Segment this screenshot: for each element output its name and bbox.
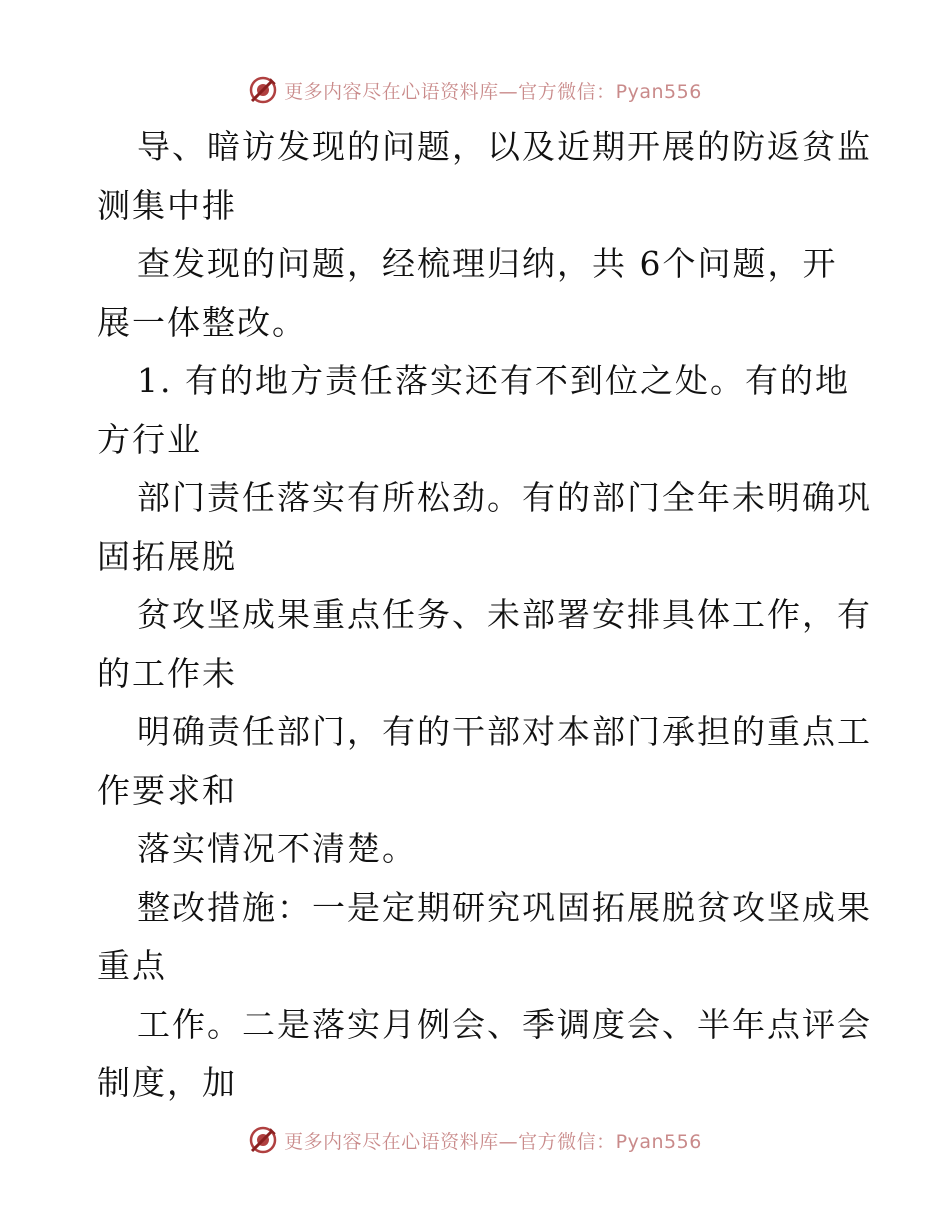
footer-watermark-text: 更多内容尽在心语资料库—官方微信：Pyan556 <box>284 1130 702 1153</box>
text-line: 制度，加 <box>97 1063 237 1102</box>
text-line: 明确责任部门，有的干部对本部门承担的重点工 <box>137 712 872 751</box>
text-line: 的工作未 <box>97 653 237 693</box>
document-body <box>97 118 887 1113</box>
text-line: 查发现的问题，经梳理归纳，共 6个问题，开 <box>137 244 838 283</box>
text-line: 1. 有的地方责任落实还有不到位之处。有的地 <box>137 361 850 400</box>
pen-seal-icon <box>248 1125 278 1155</box>
text-line: 固拓展脱 <box>97 536 237 576</box>
text-line: 部门责任落实有所松劲。有的部门全年未明确巩 <box>137 478 872 517</box>
text-line: 工作。二是落实月例会、季调度会、半年点评会 <box>137 1004 872 1044</box>
pen-seal-icon <box>248 75 278 105</box>
text-line: 导、暗访发现的问题，以及近期开展的防返贫监 <box>137 127 872 166</box>
text-line: 方行业 <box>97 419 202 459</box>
text-line: 整改措施：一是定期研究巩固拓展脱贫攻坚成果 <box>137 887 872 927</box>
footer-watermark-banner <box>0 1120 950 1160</box>
text-line: 重点 <box>97 946 167 985</box>
text-line: 落实情况不清楚。 <box>137 829 417 868</box>
header-watermark-text: 更多内容尽在心语资料库—官方微信：Pyan556 <box>284 80 702 103</box>
text-line: 作要求和 <box>97 770 237 810</box>
text-line: 测集中排 <box>97 185 237 225</box>
header-watermark-banner <box>0 70 950 110</box>
text-line: 展一体整改。 <box>97 302 307 342</box>
text-line: 贫攻坚成果重点任务、未部署安排具体工作，有 <box>137 595 872 634</box>
